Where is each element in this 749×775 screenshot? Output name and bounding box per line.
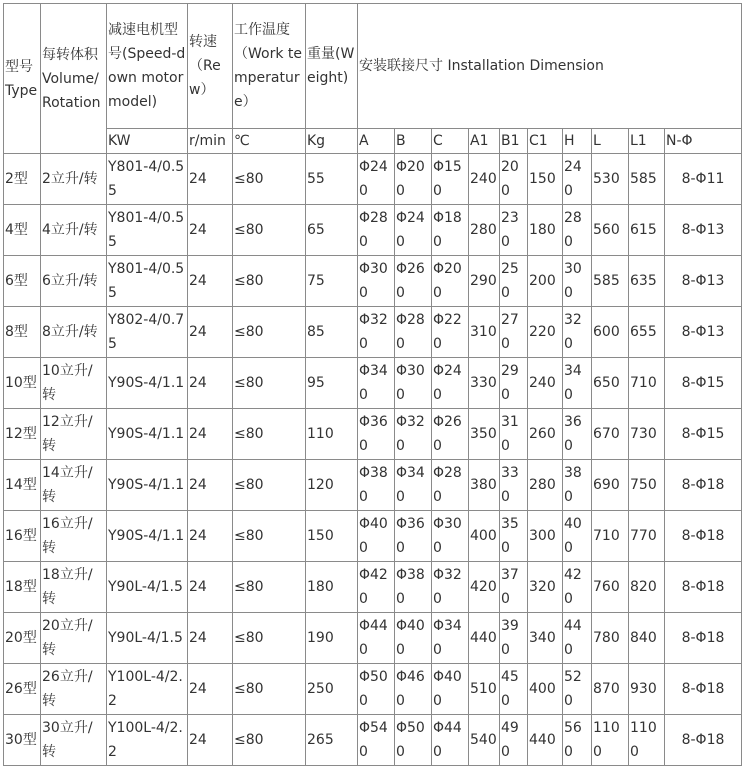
cell-motor: Y90S-4/1.1 bbox=[107, 511, 188, 562]
cell-speed: 24 bbox=[188, 715, 233, 766]
cell-temperature: ≤80 bbox=[233, 358, 306, 409]
cell-n-phi: 8-Φ13 bbox=[665, 205, 742, 256]
unit-cell: H bbox=[563, 129, 592, 154]
cell-b: Φ360 bbox=[395, 511, 432, 562]
cell-l1: 930 bbox=[629, 664, 665, 715]
cell-speed: 24 bbox=[188, 256, 233, 307]
cell-h: 400 bbox=[563, 511, 592, 562]
cell-b1: 250 bbox=[500, 256, 528, 307]
cell-a: Φ360 bbox=[358, 409, 395, 460]
cell-c: Φ150 bbox=[432, 154, 469, 205]
cell-c1: 200 bbox=[528, 256, 563, 307]
unit-cell: Kg bbox=[306, 129, 358, 154]
cell-a: Φ440 bbox=[358, 613, 395, 664]
cell-l1: 820 bbox=[629, 562, 665, 613]
cell-volume: 2立升/转 bbox=[41, 154, 107, 205]
table-row bbox=[4, 715, 742, 766]
cell-a1: 280 bbox=[469, 205, 500, 256]
cell-type: 10型 bbox=[4, 358, 41, 409]
cell-type: 16型 bbox=[4, 511, 41, 562]
cell-h: 300 bbox=[563, 256, 592, 307]
cell-b1: 200 bbox=[500, 154, 528, 205]
cell-b1: 350 bbox=[500, 511, 528, 562]
cell-speed: 24 bbox=[188, 154, 233, 205]
unit-cell: ℃ bbox=[233, 129, 306, 154]
cell-a: Φ500 bbox=[358, 664, 395, 715]
cell-b1: 490 bbox=[500, 715, 528, 766]
cell-a: Φ340 bbox=[358, 358, 395, 409]
cell-b: Φ200 bbox=[395, 154, 432, 205]
cell-a1: 420 bbox=[469, 562, 500, 613]
cell-a1: 350 bbox=[469, 409, 500, 460]
cell-type: 8型 bbox=[4, 307, 41, 358]
cell-weight: 250 bbox=[306, 664, 358, 715]
cell-motor: Y801-4/0.55 bbox=[107, 256, 188, 307]
cell-l: 870 bbox=[592, 664, 629, 715]
cell-l1: 840 bbox=[629, 613, 665, 664]
unit-cell: N-Φ bbox=[665, 129, 742, 154]
cell-type: 12型 bbox=[4, 409, 41, 460]
cell-volume: 30立升/转 bbox=[41, 715, 107, 766]
cell-b1: 390 bbox=[500, 613, 528, 664]
cell-speed: 24 bbox=[188, 664, 233, 715]
cell-temperature: ≤80 bbox=[233, 256, 306, 307]
cell-h: 380 bbox=[563, 460, 592, 511]
cell-l: 600 bbox=[592, 307, 629, 358]
cell-c: Φ200 bbox=[432, 256, 469, 307]
cell-l: 560 bbox=[592, 205, 629, 256]
cell-motor: Y100L-4/2.2 bbox=[107, 664, 188, 715]
cell-a1: 240 bbox=[469, 154, 500, 205]
cell-temperature: ≤80 bbox=[233, 715, 306, 766]
cell-h: 360 bbox=[563, 409, 592, 460]
cell-temperature: ≤80 bbox=[233, 460, 306, 511]
header-motor: 减速电机型号(Speed-down motor model) bbox=[107, 4, 188, 129]
cell-b: Φ320 bbox=[395, 409, 432, 460]
cell-a: Φ320 bbox=[358, 307, 395, 358]
cell-c: Φ280 bbox=[432, 460, 469, 511]
cell-n-phi: 8-Φ13 bbox=[665, 307, 742, 358]
cell-l1: 730 bbox=[629, 409, 665, 460]
cell-l: 585 bbox=[592, 256, 629, 307]
cell-n-phi: 8-Φ15 bbox=[665, 358, 742, 409]
cell-c: Φ400 bbox=[432, 664, 469, 715]
cell-temperature: ≤80 bbox=[233, 664, 306, 715]
cell-b: Φ400 bbox=[395, 613, 432, 664]
cell-b: Φ340 bbox=[395, 460, 432, 511]
cell-a1: 290 bbox=[469, 256, 500, 307]
cell-c: Φ320 bbox=[432, 562, 469, 613]
table-row bbox=[4, 562, 742, 613]
cell-a1: 540 bbox=[469, 715, 500, 766]
cell-b1: 450 bbox=[500, 664, 528, 715]
cell-h: 340 bbox=[563, 358, 592, 409]
cell-b1: 270 bbox=[500, 307, 528, 358]
cell-b: Φ500 bbox=[395, 715, 432, 766]
cell-motor: Y90S-4/1.1 bbox=[107, 358, 188, 409]
cell-type: 20型 bbox=[4, 613, 41, 664]
header-weight: 重量(Weight) bbox=[306, 4, 358, 129]
table-row bbox=[4, 256, 742, 307]
header-row bbox=[4, 4, 742, 129]
cell-a1: 440 bbox=[469, 613, 500, 664]
cell-c: Φ300 bbox=[432, 511, 469, 562]
header-speed: 转速（Rew） bbox=[188, 4, 233, 129]
cell-h: 280 bbox=[563, 205, 592, 256]
cell-l1: 585 bbox=[629, 154, 665, 205]
cell-h: 440 bbox=[563, 613, 592, 664]
cell-type: 6型 bbox=[4, 256, 41, 307]
cell-l1: 710 bbox=[629, 358, 665, 409]
cell-h: 240 bbox=[563, 154, 592, 205]
cell-n-phi: 8-Φ13 bbox=[665, 256, 742, 307]
table-row bbox=[4, 205, 742, 256]
cell-type: 18型 bbox=[4, 562, 41, 613]
cell-c1: 180 bbox=[528, 205, 563, 256]
cell-l: 710 bbox=[592, 511, 629, 562]
cell-n-phi: 8-Φ15 bbox=[665, 409, 742, 460]
cell-speed: 24 bbox=[188, 613, 233, 664]
cell-speed: 24 bbox=[188, 307, 233, 358]
cell-l: 1100 bbox=[592, 715, 629, 766]
cell-volume: 14立升/转 bbox=[41, 460, 107, 511]
unit-cell: B bbox=[395, 129, 432, 154]
cell-temperature: ≤80 bbox=[233, 205, 306, 256]
cell-c: Φ240 bbox=[432, 358, 469, 409]
cell-a1: 330 bbox=[469, 358, 500, 409]
unit-cell: A bbox=[358, 129, 395, 154]
cell-speed: 24 bbox=[188, 409, 233, 460]
table-row bbox=[4, 409, 742, 460]
cell-n-phi: 8-Φ18 bbox=[665, 511, 742, 562]
cell-a1: 310 bbox=[469, 307, 500, 358]
cell-weight: 75 bbox=[306, 256, 358, 307]
cell-speed: 24 bbox=[188, 358, 233, 409]
cell-l1: 655 bbox=[629, 307, 665, 358]
table-row bbox=[4, 613, 742, 664]
header-volume: 每转体积Volume/Rotation bbox=[41, 4, 107, 154]
cell-volume: 4立升/转 bbox=[41, 205, 107, 256]
table-row bbox=[4, 358, 742, 409]
cell-b1: 330 bbox=[500, 460, 528, 511]
cell-c1: 220 bbox=[528, 307, 563, 358]
cell-speed: 24 bbox=[188, 460, 233, 511]
cell-weight: 265 bbox=[306, 715, 358, 766]
cell-a: Φ380 bbox=[358, 460, 395, 511]
cell-h: 420 bbox=[563, 562, 592, 613]
cell-temperature: ≤80 bbox=[233, 613, 306, 664]
cell-c1: 320 bbox=[528, 562, 563, 613]
unit-cell: C bbox=[432, 129, 469, 154]
cell-temperature: ≤80 bbox=[233, 307, 306, 358]
cell-b1: 370 bbox=[500, 562, 528, 613]
cell-type: 14型 bbox=[4, 460, 41, 511]
cell-n-phi: 8-Φ18 bbox=[665, 715, 742, 766]
cell-speed: 24 bbox=[188, 562, 233, 613]
unit-cell: KW bbox=[107, 129, 188, 154]
cell-n-phi: 8-Φ18 bbox=[665, 664, 742, 715]
unit-row bbox=[4, 129, 742, 154]
cell-c1: 280 bbox=[528, 460, 563, 511]
cell-type: 4型 bbox=[4, 205, 41, 256]
cell-a: Φ420 bbox=[358, 562, 395, 613]
cell-l1: 615 bbox=[629, 205, 665, 256]
header-dimension: 安装联接尺寸 Installation Dimension bbox=[358, 4, 742, 129]
cell-l1: 750 bbox=[629, 460, 665, 511]
cell-type: 26型 bbox=[4, 664, 41, 715]
cell-h: 320 bbox=[563, 307, 592, 358]
cell-weight: 150 bbox=[306, 511, 358, 562]
cell-b1: 230 bbox=[500, 205, 528, 256]
cell-b: Φ240 bbox=[395, 205, 432, 256]
cell-c1: 240 bbox=[528, 358, 563, 409]
cell-motor: Y100L-4/2.2 bbox=[107, 715, 188, 766]
cell-weight: 190 bbox=[306, 613, 358, 664]
cell-weight: 55 bbox=[306, 154, 358, 205]
cell-speed: 24 bbox=[188, 205, 233, 256]
cell-weight: 95 bbox=[306, 358, 358, 409]
cell-b: Φ380 bbox=[395, 562, 432, 613]
unit-cell: C1 bbox=[528, 129, 563, 154]
cell-motor: Y801-4/0.55 bbox=[107, 205, 188, 256]
cell-c1: 340 bbox=[528, 613, 563, 664]
cell-c: Φ340 bbox=[432, 613, 469, 664]
cell-l: 760 bbox=[592, 562, 629, 613]
cell-c: Φ260 bbox=[432, 409, 469, 460]
cell-weight: 85 bbox=[306, 307, 358, 358]
cell-motor: Y801-4/0.55 bbox=[107, 154, 188, 205]
unit-cell: A1 bbox=[469, 129, 500, 154]
cell-volume: 6立升/转 bbox=[41, 256, 107, 307]
cell-l: 670 bbox=[592, 409, 629, 460]
cell-c: Φ440 bbox=[432, 715, 469, 766]
spec-table bbox=[3, 3, 742, 766]
header-temperature: 工作温度（Work temperature） bbox=[233, 4, 306, 129]
cell-temperature: ≤80 bbox=[233, 154, 306, 205]
cell-c: Φ180 bbox=[432, 205, 469, 256]
cell-c1: 260 bbox=[528, 409, 563, 460]
cell-b1: 290 bbox=[500, 358, 528, 409]
cell-b: Φ260 bbox=[395, 256, 432, 307]
cell-c1: 400 bbox=[528, 664, 563, 715]
cell-type: 2型 bbox=[4, 154, 41, 205]
cell-h: 520 bbox=[563, 664, 592, 715]
cell-motor: Y802-4/0.75 bbox=[107, 307, 188, 358]
cell-a1: 510 bbox=[469, 664, 500, 715]
unit-cell: L bbox=[592, 129, 629, 154]
cell-a: Φ300 bbox=[358, 256, 395, 307]
table-row bbox=[4, 154, 742, 205]
cell-weight: 120 bbox=[306, 460, 358, 511]
cell-temperature: ≤80 bbox=[233, 562, 306, 613]
cell-c1: 150 bbox=[528, 154, 563, 205]
cell-b: Φ280 bbox=[395, 307, 432, 358]
cell-temperature: ≤80 bbox=[233, 511, 306, 562]
cell-l: 690 bbox=[592, 460, 629, 511]
cell-motor: Y90S-4/1.1 bbox=[107, 409, 188, 460]
cell-a1: 380 bbox=[469, 460, 500, 511]
cell-weight: 65 bbox=[306, 205, 358, 256]
cell-n-phi: 8-Φ18 bbox=[665, 613, 742, 664]
cell-weight: 180 bbox=[306, 562, 358, 613]
cell-a: Φ240 bbox=[358, 154, 395, 205]
cell-c: Φ220 bbox=[432, 307, 469, 358]
cell-volume: 12立升/转 bbox=[41, 409, 107, 460]
cell-l: 650 bbox=[592, 358, 629, 409]
cell-motor: Y90S-4/1.1 bbox=[107, 460, 188, 511]
cell-l1: 770 bbox=[629, 511, 665, 562]
cell-type: 30型 bbox=[4, 715, 41, 766]
cell-motor: Y90L-4/1.5 bbox=[107, 613, 188, 664]
cell-a1: 400 bbox=[469, 511, 500, 562]
unit-cell: r/min bbox=[188, 129, 233, 154]
table-body bbox=[4, 4, 742, 766]
cell-n-phi: 8-Φ18 bbox=[665, 562, 742, 613]
cell-volume: 16立升/转 bbox=[41, 511, 107, 562]
cell-temperature: ≤80 bbox=[233, 409, 306, 460]
cell-speed: 24 bbox=[188, 511, 233, 562]
cell-c1: 440 bbox=[528, 715, 563, 766]
cell-motor: Y90L-4/1.5 bbox=[107, 562, 188, 613]
cell-l: 530 bbox=[592, 154, 629, 205]
cell-b: Φ460 bbox=[395, 664, 432, 715]
cell-volume: 8立升/转 bbox=[41, 307, 107, 358]
cell-a: Φ280 bbox=[358, 205, 395, 256]
table-row bbox=[4, 307, 742, 358]
cell-volume: 10立升/转 bbox=[41, 358, 107, 409]
cell-b: Φ300 bbox=[395, 358, 432, 409]
cell-weight: 110 bbox=[306, 409, 358, 460]
unit-cell: B1 bbox=[500, 129, 528, 154]
cell-n-phi: 8-Φ11 bbox=[665, 154, 742, 205]
header-type: 型号Type bbox=[4, 4, 41, 154]
table-row bbox=[4, 460, 742, 511]
cell-volume: 20立升/转 bbox=[41, 613, 107, 664]
cell-volume: 26立升/转 bbox=[41, 664, 107, 715]
cell-a: Φ540 bbox=[358, 715, 395, 766]
cell-l1: 1100 bbox=[629, 715, 665, 766]
cell-b1: 310 bbox=[500, 409, 528, 460]
cell-l1: 635 bbox=[629, 256, 665, 307]
table-row bbox=[4, 664, 742, 715]
cell-a: Φ400 bbox=[358, 511, 395, 562]
unit-cell: L1 bbox=[629, 129, 665, 154]
cell-volume: 18立升/转 bbox=[41, 562, 107, 613]
cell-n-phi: 8-Φ18 bbox=[665, 460, 742, 511]
cell-h: 560 bbox=[563, 715, 592, 766]
cell-c1: 300 bbox=[528, 511, 563, 562]
cell-l: 780 bbox=[592, 613, 629, 664]
table-row bbox=[4, 511, 742, 562]
